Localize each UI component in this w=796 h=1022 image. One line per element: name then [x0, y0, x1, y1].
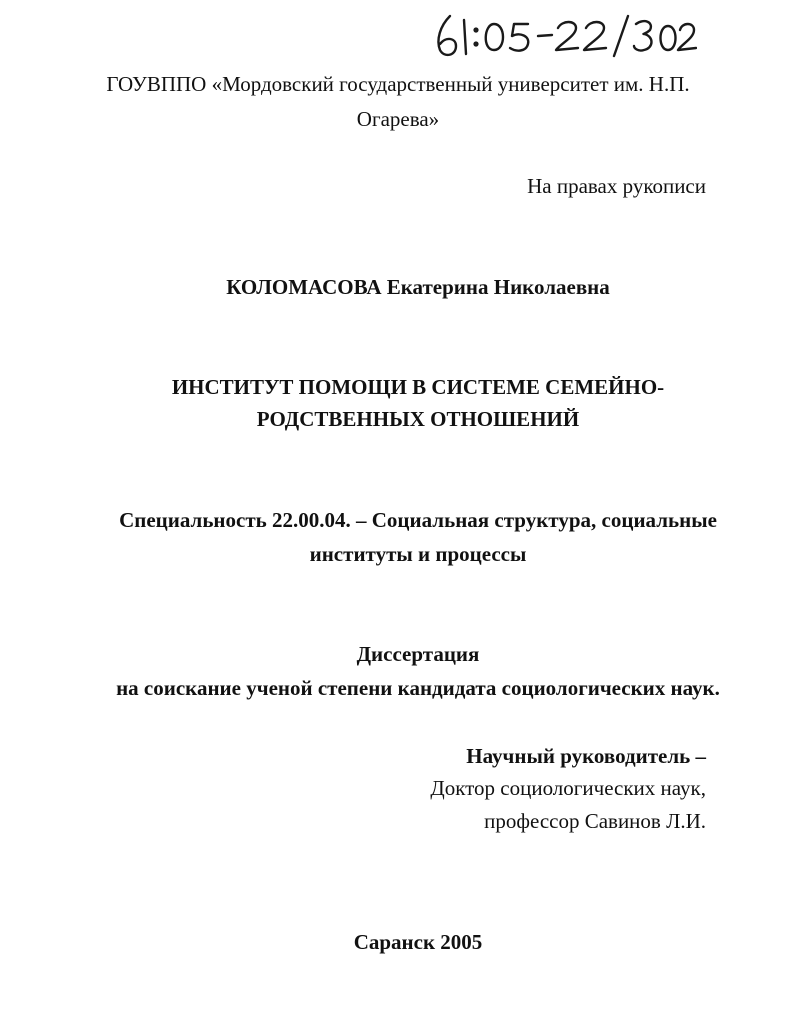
title-line-2: РОДСТВЕННЫХ ОТНОШЕНИЙ: [256, 407, 580, 431]
dissertation-purpose: на соискание ученой степени кандидата социологических наук.: [116, 676, 720, 700]
title-line-1: ИНСТИТУТ ПОМОЩИ В СИСТЕМЕ СЕМЕЙНО-: [171, 375, 665, 399]
supervisor-degree: Доктор социологических наук,: [430, 776, 706, 800]
specialty-line-2: институты и процессы: [309, 542, 527, 566]
manuscript-note: На правах рукописи: [527, 174, 706, 198]
author-name: [0, 275, 796, 300]
organization-line-1: ГОУВППО «Мордовский государственный университет им. Н.П.: [106, 72, 690, 96]
organization-line-2: Огарева»: [356, 107, 440, 131]
specialty-line-1: Специальность 22.00.04. – Социальная структура, социальные: [119, 508, 717, 532]
author-surname: КОЛОМАСОВА: [226, 275, 382, 299]
author-given-names: Екатерина Николаевна: [386, 275, 610, 299]
handwritten-number-drawing: [432, 10, 697, 60]
place-and-year: Саранск 2005: [353, 930, 483, 954]
supervisor-name: профессор Савинов Л.И.: [484, 809, 706, 833]
dissertation-heading: Диссертация: [356, 642, 480, 666]
supervisor-label: Научный руководитель –: [466, 744, 706, 768]
handwritten-registry-number: [432, 10, 697, 60]
